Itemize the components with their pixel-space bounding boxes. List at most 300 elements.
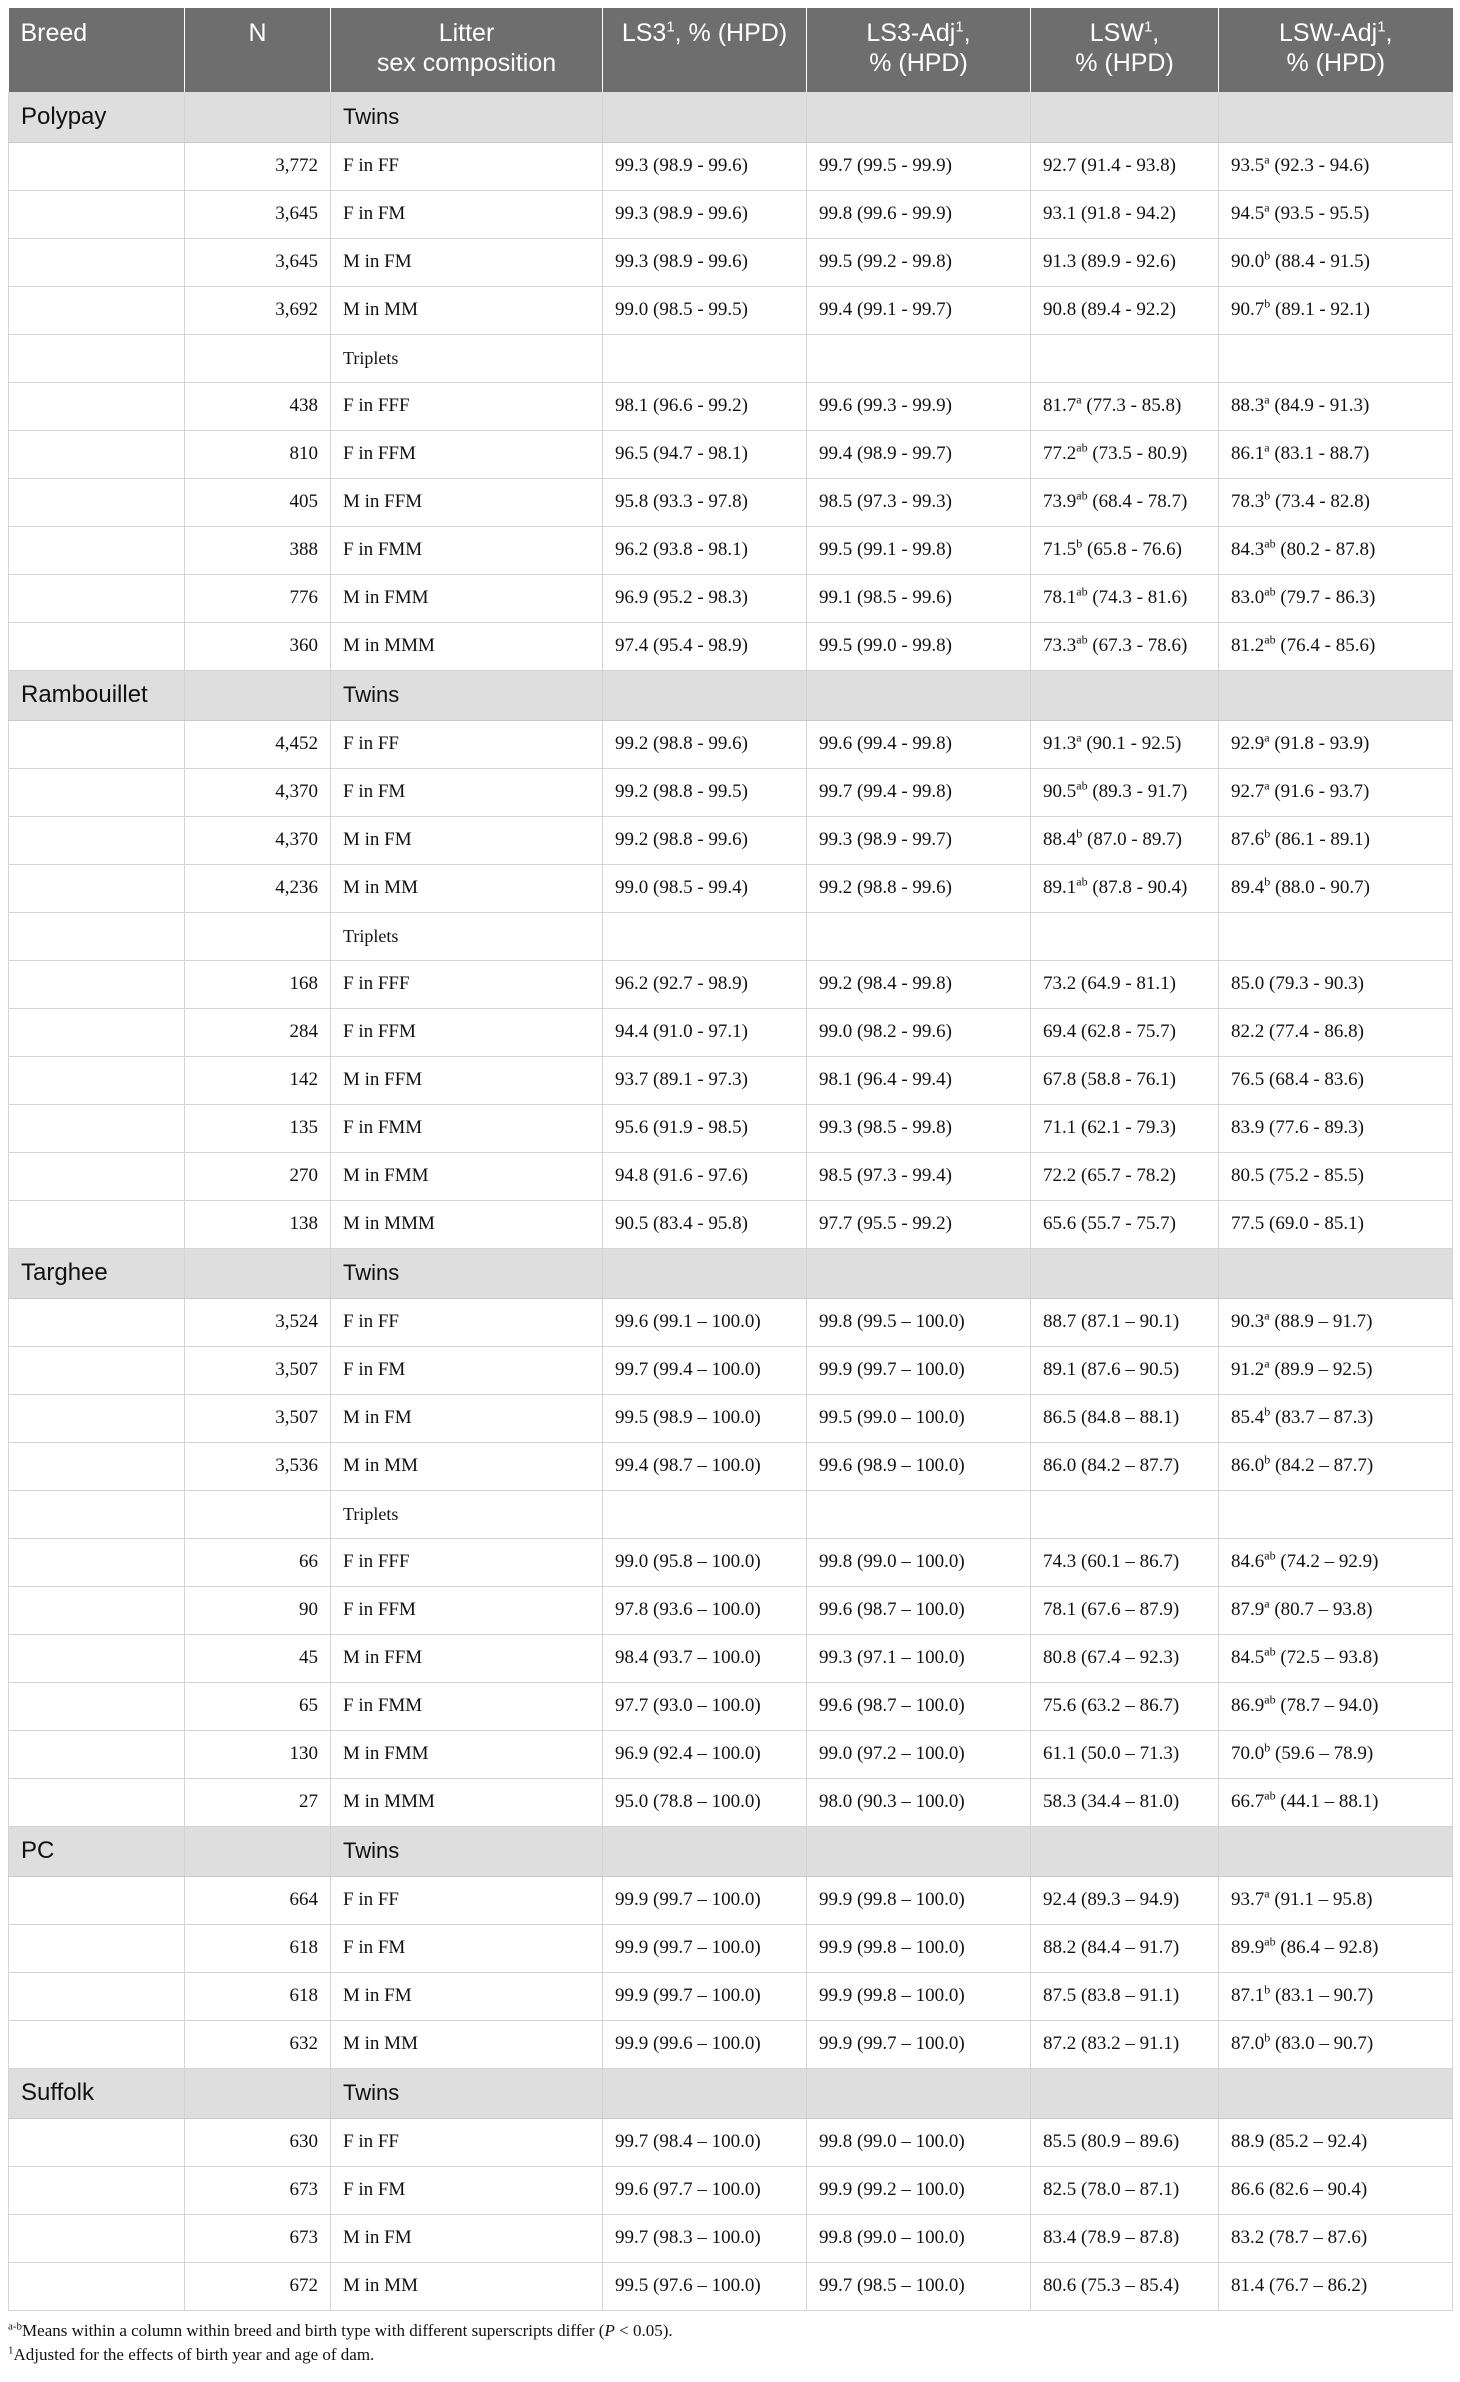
lsw-cell: 71.1 (62.1 - 79.3)	[1031, 1104, 1219, 1152]
table-row	[9, 1394, 1453, 1442]
breed-spacer-cell	[9, 1056, 185, 1104]
table-row	[9, 1152, 1453, 1200]
table-row	[9, 2118, 1453, 2166]
breed-spacer-cell	[9, 1442, 185, 1490]
header-ls3: $LS3^1$, % (HPD)	[603, 8, 807, 92]
lsw-adj-cell: 85.4$^b$ (83.7 – 87.3)	[1219, 1394, 1453, 1442]
lsw-cell: 89.1 (87.6 – 90.5)	[1031, 1346, 1219, 1394]
litter-composition-cell: F in FFF	[331, 1538, 603, 1586]
ls3-adj-cell: 97.7 (95.5 - 99.2)	[807, 1200, 1031, 1248]
n-cell: 776	[185, 574, 331, 622]
breed-spacer-cell	[9, 816, 185, 864]
birth-type-cell: Triplets	[331, 912, 603, 960]
ls3-cell: 99.5 (98.9 – 100.0)	[603, 1394, 807, 1442]
litter-composition-cell: M in FFM	[331, 478, 603, 526]
lsw-cell: 92.7 (91.4 - 93.8)	[1031, 142, 1219, 190]
empty-cell	[1219, 912, 1453, 960]
ls3-cell: 99.9 (99.7 – 100.0)	[603, 1876, 807, 1924]
lsw-adj-cell: 86.6 (82.6 – 90.4)	[1219, 2166, 1453, 2214]
breed-spacer-cell	[9, 1008, 185, 1056]
n-cell: 4,370	[185, 768, 331, 816]
table-row	[9, 2166, 1453, 2214]
litter-composition-cell: F in FF	[331, 1298, 603, 1346]
lsw-cell: 61.1 (50.0 – 71.3)	[1031, 1730, 1219, 1778]
breed-spacer-cell	[9, 1152, 185, 1200]
n-cell: 130	[185, 1730, 331, 1778]
n-cell: 388	[185, 526, 331, 574]
empty-cell	[185, 670, 331, 720]
lsw-adj-cell: 83.9 (77.6 - 89.3)	[1219, 1104, 1453, 1152]
empty-cell	[807, 2068, 1031, 2118]
lsw-cell: 71.5$^b$ (65.8 - 76.6)	[1031, 526, 1219, 574]
breed-spacer-cell	[9, 1104, 185, 1152]
table-row	[9, 478, 1453, 526]
litter-composition-cell: F in FMM	[331, 526, 603, 574]
lsw-cell: 73.9$^{ab}$ (68.4 - 78.7)	[1031, 478, 1219, 526]
lsw-adj-cell: 90.3$^a$ (88.9 – 91.7)	[1219, 1298, 1453, 1346]
ls3-cell: 97.8 (93.6 – 100.0)	[603, 1586, 807, 1634]
empty-cell	[603, 912, 807, 960]
litter-composition-cell: M in MM	[331, 1442, 603, 1490]
ls3-adj-cell: 99.7 (99.5 - 99.9)	[807, 142, 1031, 190]
ls3-adj-cell: 99.6 (98.7 – 100.0)	[807, 1586, 1031, 1634]
ls3-adj-cell: 99.8 (99.0 – 100.0)	[807, 1538, 1031, 1586]
n-cell: 438	[185, 382, 331, 430]
lsw-cell: 91.3 (89.9 - 92.6)	[1031, 238, 1219, 286]
litter-composition-cell: F in FMM	[331, 1104, 603, 1152]
litter-composition-cell: F in FM	[331, 2166, 603, 2214]
table-row	[9, 960, 1453, 1008]
n-cell: 673	[185, 2214, 331, 2262]
ls3-cell: 99.3 (98.9 - 99.6)	[603, 142, 807, 190]
lsw-adj-cell: 87.9$^a$ (80.7 – 93.8)	[1219, 1586, 1453, 1634]
breed-spacer-cell	[9, 238, 185, 286]
breed-spacer-cell	[9, 1778, 185, 1826]
lsw-cell: 90.8 (89.4 - 92.2)	[1031, 286, 1219, 334]
breed-spacer-cell	[9, 286, 185, 334]
litter-composition-cell: F in FM	[331, 768, 603, 816]
table-row	[9, 864, 1453, 912]
n-cell: 630	[185, 2118, 331, 2166]
lsw-cell: 85.5 (80.9 – 89.6)	[1031, 2118, 1219, 2166]
litter-composition-cell: M in FM	[331, 816, 603, 864]
n-cell: 4,452	[185, 720, 331, 768]
n-cell: 672	[185, 2262, 331, 2310]
header-breed: Breed	[9, 8, 185, 92]
empty-cell	[807, 670, 1031, 720]
birth-type-cell: Twins	[331, 1826, 603, 1876]
breed-spacer-cell	[9, 478, 185, 526]
table-row	[9, 1972, 1453, 2020]
empty-cell	[603, 670, 807, 720]
ls3-adj-cell: 99.6 (99.4 - 99.8)	[807, 720, 1031, 768]
lsw-cell: 91.3$^a$ (90.1 - 92.5)	[1031, 720, 1219, 768]
breed-spacer-cell	[9, 382, 185, 430]
ls3-cell: 96.2 (93.8 - 98.1)	[603, 526, 807, 574]
lsw-adj-cell: 91.2$^a$ (89.9 – 92.5)	[1219, 1346, 1453, 1394]
table-row	[9, 1876, 1453, 1924]
ls3-adj-cell: 99.9 (99.2 – 100.0)	[807, 2166, 1031, 2214]
ls3-adj-cell: 99.2 (98.4 - 99.8)	[807, 960, 1031, 1008]
breed-spacer-cell	[9, 2166, 185, 2214]
ls3-cell: 96.2 (92.7 - 98.9)	[603, 960, 807, 1008]
birth-type-row	[9, 1490, 1453, 1538]
ls3-adj-cell: 99.8 (99.0 – 100.0)	[807, 2214, 1031, 2262]
table-row	[9, 526, 1453, 574]
ls3-adj-cell: 99.4 (99.1 - 99.7)	[807, 286, 1031, 334]
empty-cell	[1031, 92, 1219, 142]
lsw-adj-cell: 82.2 (77.4 - 86.8)	[1219, 1008, 1453, 1056]
empty-cell	[185, 92, 331, 142]
empty-cell	[1219, 2068, 1453, 2118]
breed-spacer-cell	[9, 2214, 185, 2262]
n-cell: 405	[185, 478, 331, 526]
litter-composition-cell: M in FMM	[331, 574, 603, 622]
ls3-adj-cell: 99.6 (98.7 – 100.0)	[807, 1682, 1031, 1730]
litter-composition-cell: M in FFM	[331, 1056, 603, 1104]
ls3-adj-cell: 99.2 (98.8 - 99.6)	[807, 864, 1031, 912]
litter-composition-cell: M in FM	[331, 1394, 603, 1442]
table-row	[9, 382, 1453, 430]
lsw-adj-cell: 88.9 (85.2 – 92.4)	[1219, 2118, 1453, 2166]
birth-type-cell: Twins	[331, 670, 603, 720]
empty-cell	[1031, 912, 1219, 960]
table-row	[9, 190, 1453, 238]
breed-spacer-cell	[9, 864, 185, 912]
table-row	[9, 1924, 1453, 1972]
empty-cell	[1031, 1248, 1219, 1298]
litter-composition-cell: F in FFF	[331, 960, 603, 1008]
ls3-adj-cell: 99.9 (99.8 – 100.0)	[807, 1876, 1031, 1924]
ls3-cell: 94.4 (91.0 - 97.1)	[603, 1008, 807, 1056]
lsw-adj-cell: 83.0$^{ab}$ (79.7 - 86.3)	[1219, 574, 1453, 622]
table-row	[9, 1008, 1453, 1056]
lsw-adj-cell: 87.6$^b$ (86.1 - 89.1)	[1219, 816, 1453, 864]
lsw-cell: 73.2 (64.9 - 81.1)	[1031, 960, 1219, 1008]
breed-name-cell: Targhee	[9, 1248, 185, 1298]
table-row	[9, 2020, 1453, 2068]
lsw-adj-cell: 86.1$^a$ (83.1 - 88.7)	[1219, 430, 1453, 478]
lsw-cell: 75.6 (63.2 – 86.7)	[1031, 1682, 1219, 1730]
ls3-adj-cell: 99.3 (98.9 - 99.7)	[807, 816, 1031, 864]
breed-spacer-cell	[9, 430, 185, 478]
lsw-adj-cell: 66.7$^{ab}$ (44.1 – 88.1)	[1219, 1778, 1453, 1826]
breed-spacer-cell	[9, 1586, 185, 1634]
ls3-cell: 93.7 (89.1 - 97.3)	[603, 1056, 807, 1104]
ls3-adj-cell: 99.5 (99.0 - 99.8)	[807, 622, 1031, 670]
n-cell: 618	[185, 1924, 331, 1972]
n-cell: 142	[185, 1056, 331, 1104]
table-row	[9, 768, 1453, 816]
n-cell: 618	[185, 1972, 331, 2020]
breed-spacer-cell	[9, 142, 185, 190]
breed-name-cell: PC	[9, 1826, 185, 1876]
birth-type-cell: Twins	[331, 92, 603, 142]
breed-spacer-cell	[9, 190, 185, 238]
ls3-adj-cell: 99.1 (98.5 - 99.6)	[807, 574, 1031, 622]
litter-composition-cell: F in FF	[331, 142, 603, 190]
breed-name-cell: Polypay	[9, 92, 185, 142]
n-cell: 810	[185, 430, 331, 478]
table-row	[9, 1346, 1453, 1394]
ls3-cell: 96.9 (95.2 - 98.3)	[603, 574, 807, 622]
table-row	[9, 720, 1453, 768]
table-row	[9, 430, 1453, 478]
litter-composition-cell: M in MMM	[331, 622, 603, 670]
breed-spacer-cell	[9, 1972, 185, 2020]
lsw-adj-cell: 85.0 (79.3 - 90.3)	[1219, 960, 1453, 1008]
ls3-adj-cell: 99.0 (97.2 – 100.0)	[807, 1730, 1031, 1778]
birth-type-cell: Twins	[331, 1248, 603, 1298]
breed-spacer-cell	[9, 1682, 185, 1730]
ls3-adj-cell: 99.7 (98.5 – 100.0)	[807, 2262, 1031, 2310]
table-row	[9, 1442, 1453, 1490]
ls3-adj-cell: 99.8 (99.6 - 99.9)	[807, 190, 1031, 238]
ls3-cell: 99.0 (98.5 - 99.5)	[603, 286, 807, 334]
breed-spacer-cell	[9, 526, 185, 574]
breed-spacer-cell	[9, 1298, 185, 1346]
ls3-adj-cell: 99.3 (98.5 - 99.8)	[807, 1104, 1031, 1152]
breed-spacer-cell	[9, 2262, 185, 2310]
breed-spacer-cell	[9, 1538, 185, 1586]
litter-composition-cell: F in FFM	[331, 430, 603, 478]
empty-cell	[807, 334, 1031, 382]
n-cell: 3,692	[185, 286, 331, 334]
ls3-adj-cell: 99.8 (99.0 – 100.0)	[807, 2118, 1031, 2166]
n-cell: 284	[185, 1008, 331, 1056]
empty-cell	[1219, 1826, 1453, 1876]
litter-composition-cell: M in FM	[331, 2214, 603, 2262]
lsw-adj-cell: 77.5 (69.0 - 85.1)	[1219, 1200, 1453, 1248]
breed-spacer-cell	[9, 1634, 185, 1682]
ls3-cell: 95.6 (91.9 - 98.5)	[603, 1104, 807, 1152]
breed-row	[9, 670, 1453, 720]
n-cell: 3,645	[185, 238, 331, 286]
empty-cell	[603, 1248, 807, 1298]
lsw-adj-cell: 78.3$^b$ (73.4 - 82.8)	[1219, 478, 1453, 526]
table-row	[9, 2262, 1453, 2310]
table-row	[9, 1298, 1453, 1346]
breed-name-cell	[9, 912, 185, 960]
ls3-cell: 95.0 (78.8 – 100.0)	[603, 1778, 807, 1826]
lsw-adj-cell: 84.6$^{ab}$ (74.2 – 92.9)	[1219, 1538, 1453, 1586]
breed-spacer-cell	[9, 574, 185, 622]
empty-cell	[603, 1490, 807, 1538]
breed-spacer-cell	[9, 1346, 185, 1394]
table-row	[9, 574, 1453, 622]
lsw-cell: 65.6 (55.7 - 75.7)	[1031, 1200, 1219, 1248]
n-cell: 3,645	[185, 190, 331, 238]
header-litter-sex-composition: Litter sex composition	[331, 8, 603, 92]
n-cell: 664	[185, 1876, 331, 1924]
lsw-cell: 67.8 (58.8 - 76.1)	[1031, 1056, 1219, 1104]
table-row	[9, 622, 1453, 670]
lsw-cell: 81.7$^a$ (77.3 - 85.8)	[1031, 382, 1219, 430]
ls3-adj-cell: 98.5 (97.3 - 99.3)	[807, 478, 1031, 526]
lsw-adj-cell: 80.5 (75.2 - 85.5)	[1219, 1152, 1453, 1200]
ls3-cell: 95.8 (93.3 - 97.8)	[603, 478, 807, 526]
empty-cell	[1219, 334, 1453, 382]
lsw-cell: 77.2$^{ab}$ (73.5 - 80.9)	[1031, 430, 1219, 478]
ls3-adj-cell: 99.8 (99.5 – 100.0)	[807, 1298, 1031, 1346]
ls3-cell: 97.4 (95.4 - 98.9)	[603, 622, 807, 670]
table-row	[9, 2214, 1453, 2262]
lsw-cell: 69.4 (62.8 - 75.7)	[1031, 1008, 1219, 1056]
empty-cell	[603, 92, 807, 142]
lsw-adj-cell: 83.2 (78.7 – 87.6)	[1219, 2214, 1453, 2262]
ls3-cell: 96.9 (92.4 – 100.0)	[603, 1730, 807, 1778]
lsw-cell: 92.4 (89.3 – 94.9)	[1031, 1876, 1219, 1924]
empty-cell	[1031, 2068, 1219, 2118]
ls3-cell: 98.4 (93.7 – 100.0)	[603, 1634, 807, 1682]
header-lsw-adj: LSW-Adj$^1$, % (HPD)	[1219, 8, 1453, 92]
ls3-cell: 99.0 (95.8 – 100.0)	[603, 1538, 807, 1586]
breed-spacer-cell	[9, 2020, 185, 2068]
lsw-cell: 78.1$^{ab}$ (74.3 - 81.6)	[1031, 574, 1219, 622]
litter-composition-cell: M in FMM	[331, 1152, 603, 1200]
ls3-cell: 90.5 (83.4 - 95.8)	[603, 1200, 807, 1248]
footnote-adjustment: $^1$Adjusted for the effects of birth year and age of dam.	[8, 2343, 375, 2364]
litter-composition-cell: M in MM	[331, 2262, 603, 2310]
ls3-cell: 99.2 (98.8 - 99.5)	[603, 768, 807, 816]
breed-name-cell	[9, 1490, 185, 1538]
lsw-cell: 58.3 (34.4 – 81.0)	[1031, 1778, 1219, 1826]
empty-cell	[603, 1826, 807, 1876]
lsw-adj-cell: 89.4$^b$ (88.0 - 90.7)	[1219, 864, 1453, 912]
n-cell: 27	[185, 1778, 331, 1826]
ls3-cell: 99.9 (99.7 – 100.0)	[603, 1972, 807, 2020]
ls3-adj-cell: 99.6 (98.9 – 100.0)	[807, 1442, 1031, 1490]
lsw-adj-cell: 93.5$^a$ (92.3 - 94.6)	[1219, 142, 1453, 190]
lsw-adj-cell: 94.5$^a$ (93.5 - 95.5)	[1219, 190, 1453, 238]
lsw-adj-cell: 84.5$^{ab}$ (72.5 – 93.8)	[1219, 1634, 1453, 1682]
litter-composition-cell: M in MM	[331, 286, 603, 334]
empty-cell	[185, 1248, 331, 1298]
lsw-cell: 80.8 (67.4 – 92.3)	[1031, 1634, 1219, 1682]
empty-cell	[1031, 1826, 1219, 1876]
empty-cell	[1031, 670, 1219, 720]
ls3-cell: 99.9 (99.6 – 100.0)	[603, 2020, 807, 2068]
lsw-adj-cell: 86.0$^b$ (84.2 – 87.7)	[1219, 1442, 1453, 1490]
empty-cell	[1031, 1490, 1219, 1538]
ls3-adj-cell: 99.7 (99.4 - 99.8)	[807, 768, 1031, 816]
n-cell: 3,507	[185, 1394, 331, 1442]
birth-type-row	[9, 912, 1453, 960]
lsw-cell: 88.4$^b$ (87.0 - 89.7)	[1031, 816, 1219, 864]
table-row	[9, 1104, 1453, 1152]
lsw-cell: 83.4 (78.9 – 87.8)	[1031, 2214, 1219, 2262]
ls3-adj-cell: 99.5 (99.0 – 100.0)	[807, 1394, 1031, 1442]
results-table	[8, 8, 1453, 2311]
lsw-adj-cell: 90.0$^b$ (88.4 - 91.5)	[1219, 238, 1453, 286]
ls3-cell: 99.7 (99.4 – 100.0)	[603, 1346, 807, 1394]
ls3-cell: 99.4 (98.7 – 100.0)	[603, 1442, 807, 1490]
ls3-adj-cell: 98.1 (96.4 - 99.4)	[807, 1056, 1031, 1104]
header-n: N	[185, 8, 331, 92]
ls3-adj-cell: 98.0 (90.3 – 100.0)	[807, 1778, 1031, 1826]
ls3-adj-cell: 99.9 (99.8 – 100.0)	[807, 1972, 1031, 2020]
lsw-cell: 88.7 (87.1 – 90.1)	[1031, 1298, 1219, 1346]
ls3-cell: 99.6 (99.1 – 100.0)	[603, 1298, 807, 1346]
lsw-adj-cell: 89.9$^{ab}$ (86.4 – 92.8)	[1219, 1924, 1453, 1972]
ls3-cell: 99.7 (98.3 – 100.0)	[603, 2214, 807, 2262]
n-cell: 360	[185, 622, 331, 670]
breed-spacer-cell	[9, 768, 185, 816]
empty-cell	[1219, 670, 1453, 720]
litter-composition-cell: M in FMM	[331, 1730, 603, 1778]
litter-composition-cell: F in FM	[331, 1924, 603, 1972]
litter-composition-cell: M in FM	[331, 1972, 603, 2020]
ls3-cell: 94.8 (91.6 - 97.6)	[603, 1152, 807, 1200]
breed-row	[9, 92, 1453, 142]
ls3-cell: 99.2 (98.8 - 99.6)	[603, 816, 807, 864]
ls3-adj-cell: 99.0 (98.2 - 99.6)	[807, 1008, 1031, 1056]
lsw-adj-cell: 81.4 (76.7 – 86.2)	[1219, 2262, 1453, 2310]
litter-composition-cell: F in FF	[331, 720, 603, 768]
empty-cell	[603, 334, 807, 382]
footnote-significance: $^{a-b}$Means within a column within breed and birth type with different superscripts differ (P < 0.05).	[8, 2319, 673, 2340]
lsw-adj-cell: 84.3$^{ab}$ (80.2 - 87.8)	[1219, 526, 1453, 574]
lsw-cell: 82.5 (78.0 – 87.1)	[1031, 2166, 1219, 2214]
table-row	[9, 1778, 1453, 1826]
breed-name-cell: Rambouillet	[9, 670, 185, 720]
ls3-cell: 96.5 (94.7 - 98.1)	[603, 430, 807, 478]
litter-composition-cell: M in MMM	[331, 1778, 603, 1826]
n-cell: 45	[185, 1634, 331, 1682]
lsw-cell: 73.3$^{ab}$ (67.3 - 78.6)	[1031, 622, 1219, 670]
lsw-cell: 90.5$^{ab}$ (89.3 - 91.7)	[1031, 768, 1219, 816]
ls3-cell: 98.1 (96.6 - 99.2)	[603, 382, 807, 430]
n-cell: 66	[185, 1538, 331, 1586]
empty-cell	[603, 2068, 807, 2118]
breed-row	[9, 2068, 1453, 2118]
breed-row	[9, 1248, 1453, 1298]
ls3-cell: 99.5 (97.6 – 100.0)	[603, 2262, 807, 2310]
lsw-adj-cell: 81.2$^{ab}$ (76.4 - 85.6)	[1219, 622, 1453, 670]
table-body	[9, 92, 1453, 2310]
litter-composition-cell: M in MM	[331, 864, 603, 912]
empty-cell	[807, 912, 1031, 960]
litter-composition-cell: F in FFM	[331, 1008, 603, 1056]
birth-type-cell: Triplets	[331, 334, 603, 382]
lsw-cell: 86.0 (84.2 – 87.7)	[1031, 1442, 1219, 1490]
litter-composition-cell: F in FF	[331, 2118, 603, 2166]
breed-spacer-cell	[9, 1394, 185, 1442]
litter-composition-cell: F in FM	[331, 190, 603, 238]
empty-cell	[807, 1490, 1031, 1538]
n-cell: 65	[185, 1682, 331, 1730]
header-lsw: LSW$^1$, % (HPD)	[1031, 8, 1219, 92]
breed-spacer-cell	[9, 720, 185, 768]
breed-spacer-cell	[9, 1924, 185, 1972]
lsw-cell: 74.3 (60.1 – 86.7)	[1031, 1538, 1219, 1586]
lsw-adj-cell: 87.0$^b$ (83.0 – 90.7)	[1219, 2020, 1453, 2068]
litter-composition-cell: F in FF	[331, 1876, 603, 1924]
table-row	[9, 1056, 1453, 1104]
breed-spacer-cell	[9, 1730, 185, 1778]
ls3-cell: 99.7 (98.4 – 100.0)	[603, 2118, 807, 2166]
birth-type-row	[9, 334, 1453, 382]
n-cell: 138	[185, 1200, 331, 1248]
table-row	[9, 142, 1453, 190]
lsw-adj-cell: 90.7$^b$ (89.1 - 92.1)	[1219, 286, 1453, 334]
header-ls3-adj: LS3-Adj$^1$, % (HPD)	[807, 8, 1031, 92]
lsw-cell: 88.2 (84.4 – 91.7)	[1031, 1924, 1219, 1972]
n-cell: 4,236	[185, 864, 331, 912]
breed-spacer-cell	[9, 2118, 185, 2166]
table-row	[9, 1730, 1453, 1778]
ls3-cell: 99.3 (98.9 - 99.6)	[603, 190, 807, 238]
